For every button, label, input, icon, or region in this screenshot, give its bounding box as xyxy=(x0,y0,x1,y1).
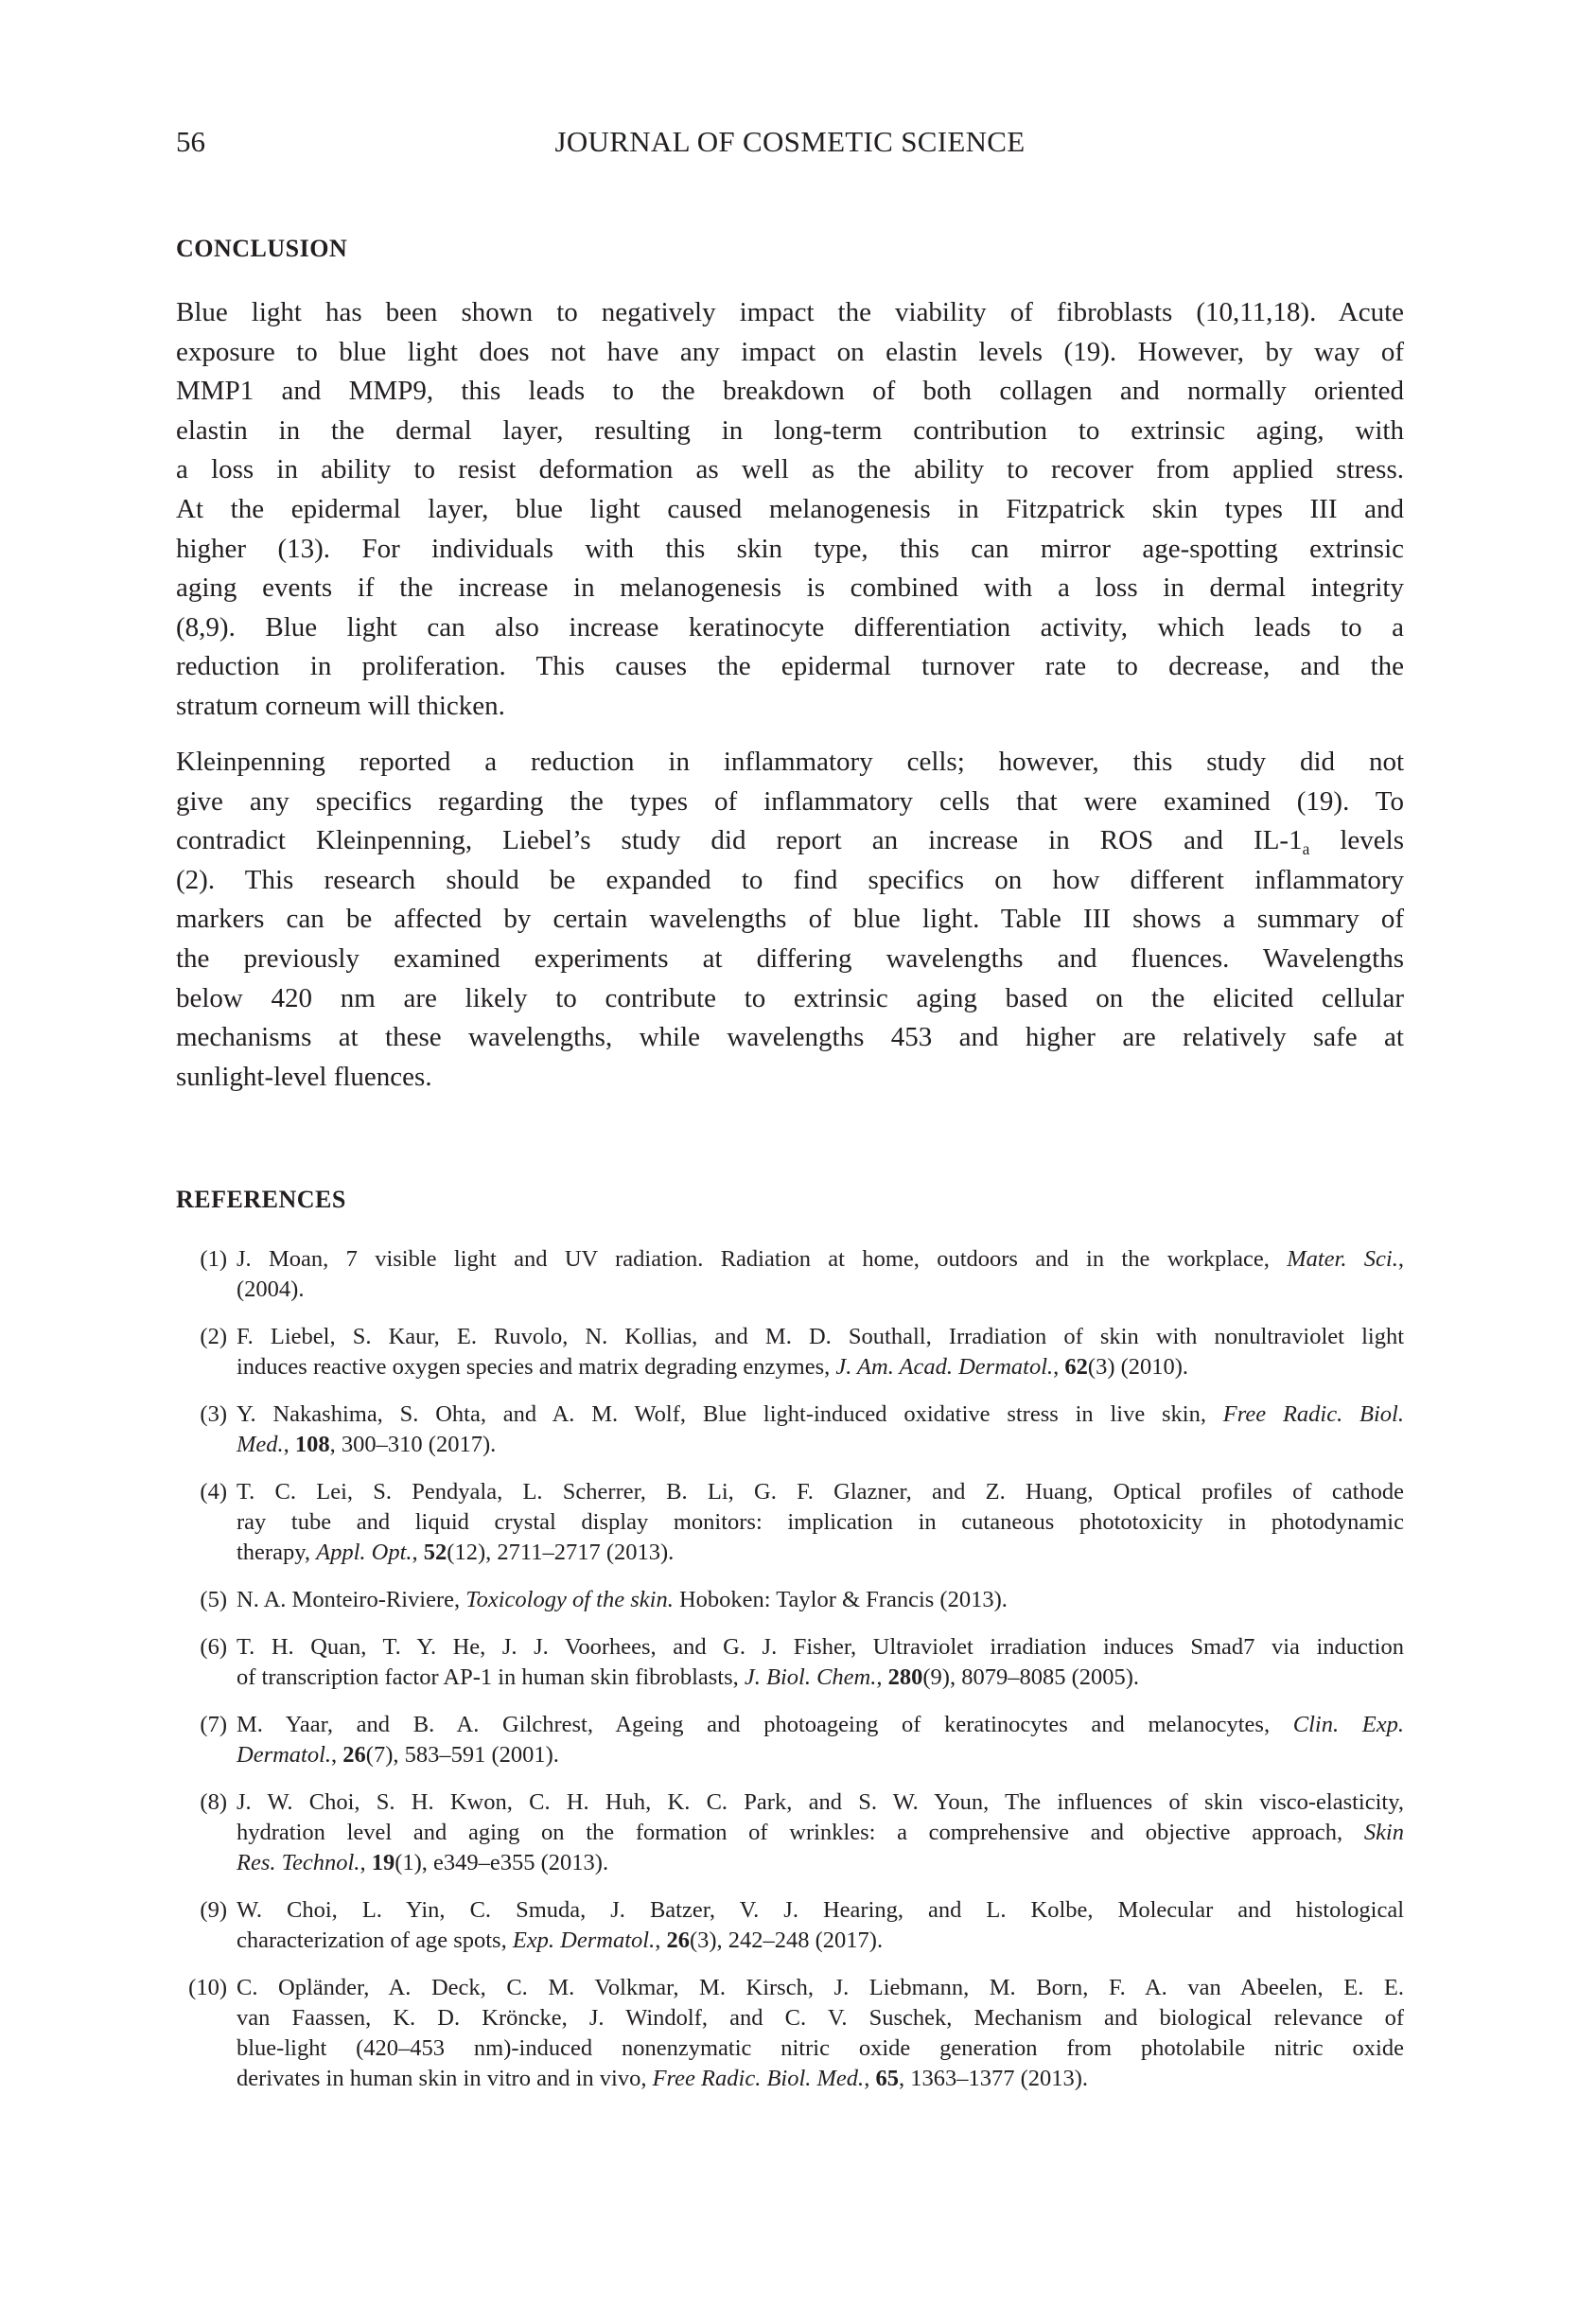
text-run: 52 xyxy=(423,1540,447,1565)
text-run: , 300–310 (2017). xyxy=(329,1432,497,1457)
text-run: stratum corneum will thicken. xyxy=(176,690,505,721)
text-run: Skin xyxy=(1363,1820,1404,1845)
reference-item xyxy=(176,1399,1404,1460)
reference-line xyxy=(237,1973,1404,2003)
reference-line xyxy=(237,1663,1404,1693)
text-run: the previously examined experiments at differing wavelengths and fluences. Wavelengths xyxy=(176,942,1404,974)
text-run: (2). This research should be expanded to find specifics on how different inflammatory xyxy=(176,864,1404,895)
reference-line xyxy=(237,1507,1404,1538)
text-run: below 420 nm are likely to contribute to extrinsic aging based on the elicited cellular xyxy=(176,982,1404,1013)
reference-item xyxy=(176,1322,1404,1382)
conclusion-paragraph-1 xyxy=(176,293,1404,727)
text-run: markers can be affected by certain wavelengths of blue light. Table III shows a summary of xyxy=(176,904,1404,935)
reference-line xyxy=(237,2003,1404,2033)
text-run: , xyxy=(412,1540,424,1565)
conclusion-paragraph-2 xyxy=(176,743,1404,1097)
reference-line xyxy=(237,1710,1404,1740)
text-line xyxy=(176,490,1404,530)
text-run: T. C. Lei, S. Pendyala, L. Scherrer, B. Li, G. F. Glazner, and Z. Huang, Optical profiles of cathode xyxy=(237,1479,1404,1505)
reference-line xyxy=(237,1585,1404,1615)
reference-line xyxy=(237,1787,1404,1818)
reference-line xyxy=(237,1352,1404,1382)
reference-number: (3) xyxy=(200,1401,227,1427)
reference-item xyxy=(176,1585,1404,1615)
text-run: , xyxy=(864,2066,876,2091)
text-run: mechanisms at these wavelengths, while wavelengths 453 and higher are relatively safe at xyxy=(176,1022,1404,1053)
references-heading: REFERENCES xyxy=(176,1186,346,1213)
text-run: , xyxy=(1397,1246,1404,1272)
text-run: aging events if the increase in melanogenesis is combined with a loss in dermal integrity xyxy=(176,572,1404,604)
reference-item xyxy=(176,1895,1404,1956)
reference-item xyxy=(176,1710,1404,1770)
reference-number: (4) xyxy=(200,1479,227,1505)
reference-line xyxy=(237,1740,1404,1770)
reference-text xyxy=(237,1632,1404,1693)
text-line xyxy=(176,1018,1404,1058)
text-line xyxy=(176,608,1404,648)
text-run: J. W. Choi, S. H. Kwon, C. H. Huh, K. C. Park, and S. W. Youn, The influences of skin visco-elasticity, xyxy=(237,1789,1404,1815)
text-run: ray tube and liquid crystal display monitors: implication in cutaneous phototoxicity in photodynamic xyxy=(237,1509,1404,1535)
text-run: , xyxy=(876,1664,888,1690)
text-run: Free Radic. Biol. xyxy=(1222,1401,1404,1427)
text-line xyxy=(176,333,1404,373)
reference-number: (2) xyxy=(200,1324,227,1349)
text-run: J. Biol. Chem. xyxy=(744,1664,877,1690)
text-run: , xyxy=(655,1928,667,1953)
text-run: Mater. Sci. xyxy=(1287,1246,1398,1272)
text-run: reduction in proliferation. This causes the epidermal turnover rate to decrease, and the xyxy=(176,651,1404,682)
reference-line xyxy=(237,1538,1404,1568)
text-run: derivates in human skin in vitro and in vivo, xyxy=(237,2066,653,2091)
text-run: contradict Kleinpenning, Liebel’s study did report an increase in ROS and IL-1 xyxy=(176,825,1303,856)
reference-number: (7) xyxy=(200,1712,227,1737)
text-run: higher (13). For individuals with this skin type, this can mirror age-spotting extrinsic xyxy=(176,533,1404,564)
reference-line xyxy=(237,1244,1404,1275)
text-run: Free Radic. Biol. Med. xyxy=(652,2066,865,2091)
text-run: induces reactive oxygen species and matrix degrading enzymes, xyxy=(237,1354,836,1380)
text-run: Med. xyxy=(237,1432,284,1457)
text-run: Res. Technol. xyxy=(237,1850,360,1875)
text-run: Dermatol. xyxy=(237,1742,332,1768)
text-run: At the epidermal layer, blue light caused melanogenesis in Fitzpatrick skin types III and xyxy=(176,493,1404,524)
reference-text xyxy=(237,1244,1404,1305)
text-run: F. Liebel, S. Kaur, E. Ruvolo, N. Kollias, and M. D. Southall, Irradiation of skin with nonultraviolet light xyxy=(237,1324,1404,1349)
journal-title: JOURNAL OF COSMETIC SCIENCE xyxy=(554,125,1026,158)
text-run: (2004). xyxy=(237,1276,305,1302)
reference-line xyxy=(237,2064,1404,2094)
reference-line xyxy=(237,1275,1404,1305)
text-run: hydration level and aging on the formation of wrinkles: a comprehensive and objective approach, xyxy=(237,1820,1364,1845)
text-line xyxy=(176,687,1404,727)
text-run: Kleinpenning reported a reduction in inflammatory cells; however, this study did not xyxy=(176,747,1404,777)
text-line xyxy=(176,372,1404,412)
text-run: a loss in ability to resist deformation as well as the ability to recover from applied stress. xyxy=(176,454,1404,485)
running-header xyxy=(176,123,1404,161)
conclusion-heading: CONCLUSION xyxy=(176,235,348,262)
text-line xyxy=(176,569,1404,608)
reference-list xyxy=(176,1244,1404,2111)
reference-item xyxy=(176,1973,1404,2094)
text-run: 62 xyxy=(1064,1354,1088,1380)
text-run: elastin in the dermal layer, resulting in long-term contribution to extrinsic aging, with xyxy=(176,414,1404,446)
reference-text xyxy=(237,1322,1404,1382)
text-run: 19 xyxy=(371,1850,395,1875)
text-run: Appl. Opt. xyxy=(316,1540,412,1565)
text-line xyxy=(176,821,1404,861)
text-run: , 1363–1377 (2013). xyxy=(898,2066,1089,2091)
page-number: 56 xyxy=(176,125,205,158)
reference-number: (1) xyxy=(200,1246,227,1272)
text-run: (8,9). Blue light can also increase keratinocyte differentiation activity, which leads to a xyxy=(176,611,1404,643)
text-line xyxy=(176,412,1404,451)
text-run: , xyxy=(1053,1354,1065,1380)
reference-number: (9) xyxy=(200,1897,227,1923)
text-run: , xyxy=(283,1432,295,1457)
text-run: of transcription factor AP-1 in human skin fibroblasts, xyxy=(237,1664,745,1690)
text-run: , xyxy=(331,1742,343,1768)
text-run: 26 xyxy=(666,1928,690,1953)
text-run: C. Opländer, A. Deck, C. M. Volkmar, M. Kirsch, J. Liebmann, M. Born, F. A. van Abeelen, E. E. xyxy=(237,1975,1404,2000)
reference-number: (6) xyxy=(200,1634,227,1660)
reference-line xyxy=(237,1399,1404,1430)
text-run: give any specifics regarding the types of inflammatory cells that were examined (19). To xyxy=(176,785,1404,817)
text-run: a xyxy=(1302,839,1310,859)
reference-item xyxy=(176,1787,1404,1878)
text-run: MMP1 and MMP9, this leads to the breakdown of both collagen and normally oriented xyxy=(176,376,1404,407)
text-run: (1), e349–e355 (2013). xyxy=(395,1850,609,1875)
text-run: (12), 2711–2717 (2013). xyxy=(447,1540,675,1565)
text-run: (3), 242–248 (2017). xyxy=(689,1928,884,1953)
reference-line xyxy=(237,1848,1404,1878)
text-run: J. Am. Acad. Dermatol. xyxy=(835,1354,1054,1380)
reference-line xyxy=(237,1430,1404,1460)
reference-number: (8) xyxy=(200,1789,227,1815)
text-line xyxy=(176,530,1404,570)
text-run: van Faassen, K. D. Kröncke, J. Windolf, and C. V. Suschek, Mechanism and biological relevance of xyxy=(237,2005,1404,2031)
text-run: Exp. Dermatol. xyxy=(512,1928,656,1953)
text-run: characterization of age spots, xyxy=(237,1928,513,1953)
text-run: Hoboken: Taylor & Francis (2013). xyxy=(673,1587,1008,1612)
text-line xyxy=(176,861,1404,901)
text-run: therapy, xyxy=(237,1540,317,1565)
reference-line xyxy=(237,1477,1404,1507)
text-run: (7), 583–591 (2001). xyxy=(365,1742,559,1768)
text-run: exposure to blue light does not have any impact on elastin levels (19). However, by way of xyxy=(176,336,1404,367)
text-line xyxy=(176,1058,1404,1098)
reference-text xyxy=(237,1399,1404,1460)
text-line xyxy=(176,743,1404,783)
text-run: 280 xyxy=(887,1664,923,1690)
reference-text xyxy=(237,1710,1404,1770)
text-run: Toxicology of the skin. xyxy=(465,1587,674,1612)
reference-line xyxy=(237,1895,1404,1926)
reference-item xyxy=(176,1632,1404,1693)
reference-text xyxy=(237,1973,1404,2094)
reference-text xyxy=(237,1585,1404,1615)
text-run: 108 xyxy=(294,1432,330,1457)
text-run: blue-light (420–453 nm)-induced nonenzymatic nitric oxide generation from photolabile nitric oxide xyxy=(237,2035,1404,2061)
text-line xyxy=(176,979,1404,1019)
reference-item xyxy=(176,1477,1404,1568)
text-run: T. H. Quan, T. Y. He, J. J. Voorhees, and G. J. Fisher, Ultraviolet irradiation induces Smad7 via induction xyxy=(237,1634,1404,1660)
text-run: Clin. Exp. xyxy=(1292,1712,1405,1737)
reference-line xyxy=(237,1818,1404,1848)
reference-item xyxy=(176,1244,1404,1305)
text-run: sunlight-level fluences. xyxy=(176,1061,432,1092)
text-run: 65 xyxy=(875,2066,899,2091)
text-run: M. Yaar, and B. A. Gilchrest, Ageing and photoageing of keratinocytes and melanocytes, xyxy=(237,1712,1293,1737)
reference-text xyxy=(237,1477,1404,1568)
text-run: W. Choi, L. Yin, C. Smuda, J. Batzer, V. J. Hearing, and L. Kolbe, Molecular and histological xyxy=(237,1897,1404,1923)
text-run: N. A. Monteiro-Riviere, xyxy=(237,1587,466,1612)
text-line xyxy=(176,783,1404,822)
text-line xyxy=(176,647,1404,687)
reference-text xyxy=(237,1895,1404,1956)
reference-line xyxy=(237,1632,1404,1663)
text-run: 26 xyxy=(342,1742,366,1768)
reference-line xyxy=(237,1322,1404,1352)
text-run: , xyxy=(360,1850,372,1875)
text-run: J. Moan, 7 visible light and UV radiation. Radiation at home, outdoors and in the workplace, xyxy=(237,1246,1288,1272)
text-run: (3) (2010). xyxy=(1087,1354,1189,1380)
text-run: Y. Nakashima, S. Ohta, and A. M. Wolf, Blue light-induced oxidative stress in live skin, xyxy=(237,1401,1223,1427)
text-run: Blue light has been shown to negatively impact the viability of fibroblasts (10,11,18). Acute xyxy=(176,297,1404,327)
reference-line xyxy=(237,1926,1404,1956)
text-run: levels xyxy=(1309,825,1404,856)
text-run: (9), 8079–8085 (2005). xyxy=(922,1664,1140,1690)
text-line xyxy=(176,293,1404,333)
text-line xyxy=(176,900,1404,940)
reference-number: (10) xyxy=(188,1975,227,2000)
reference-line xyxy=(237,2033,1404,2064)
text-line xyxy=(176,450,1404,490)
reference-number: (5) xyxy=(200,1587,227,1612)
text-line xyxy=(176,940,1404,979)
reference-text xyxy=(237,1787,1404,1878)
